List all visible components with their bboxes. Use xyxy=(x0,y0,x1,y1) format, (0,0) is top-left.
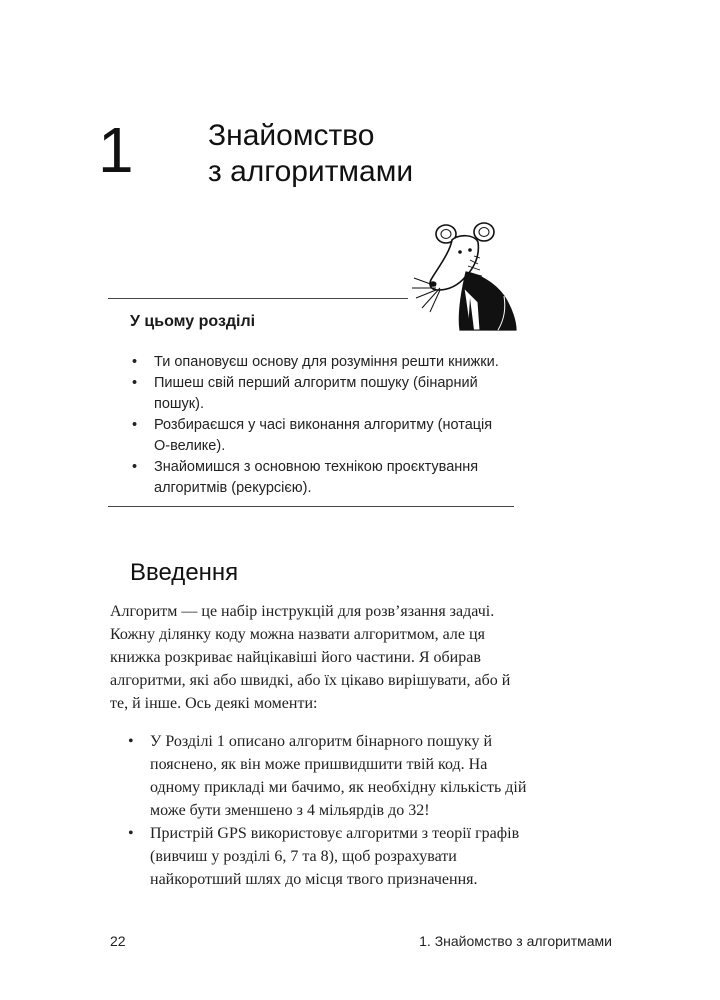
chapter-title-line-1: Знайомство xyxy=(208,119,375,152)
running-footer-title: 1. Знайомство з алгоритмами xyxy=(419,933,612,949)
list-item: • Пристрій GPS використовує алгоритми з теорії графів (вивчиш у розділі 6, 7 та 8), щоб розрахувати найкоротший шлях до місця твого призначення. xyxy=(128,822,528,891)
in-this-chapter-list xyxy=(130,352,510,499)
bottom-divider xyxy=(108,506,514,507)
page-number: 22 xyxy=(110,933,126,949)
chapter-number: 1 xyxy=(98,114,134,186)
intro-list xyxy=(128,730,528,891)
chapter-title xyxy=(208,118,413,190)
list-item: • Знайомишся з основною технікою проєктування алгоритмів (рекурсією). xyxy=(130,457,510,499)
list-item: • Ти опановуєш основу для розуміння решти книжки. xyxy=(130,352,510,373)
top-divider xyxy=(108,298,408,299)
in-this-chapter-heading: У цьому розділі xyxy=(130,313,256,330)
intro-paragraph: Алгоритм — це набір інструкцій для розв’язання задачі. Кожну ділянку коду можна назвати алгоритмом, але ця книжка розкриває найцікавіші його частини. Я обирав алгоритми, які або швидкі, або їх цікаво вирішувати, або й те, й інше. Ось деякі моменти: xyxy=(110,603,511,712)
rat-in-suit-illustration xyxy=(408,212,524,332)
section-heading: Введення xyxy=(130,559,239,586)
chapter-title-line-2: з алгоритмами xyxy=(208,155,414,188)
list-item: • Пишеш свій перший алгоритм пошуку (бінарний пошук). xyxy=(130,373,510,415)
list-item: • У Розділі 1 описано алгоритм бінарного пошуку й пояснено, як він може пришвидшити твій код. На одному прикладі ми бачимо, як необхідну кількість дій може бути зменшено з 4 мільярдів до 32! xyxy=(128,730,528,822)
list-item: • Розбираєшся у часі виконання алгоритму (нотація О-велике). xyxy=(130,415,510,457)
